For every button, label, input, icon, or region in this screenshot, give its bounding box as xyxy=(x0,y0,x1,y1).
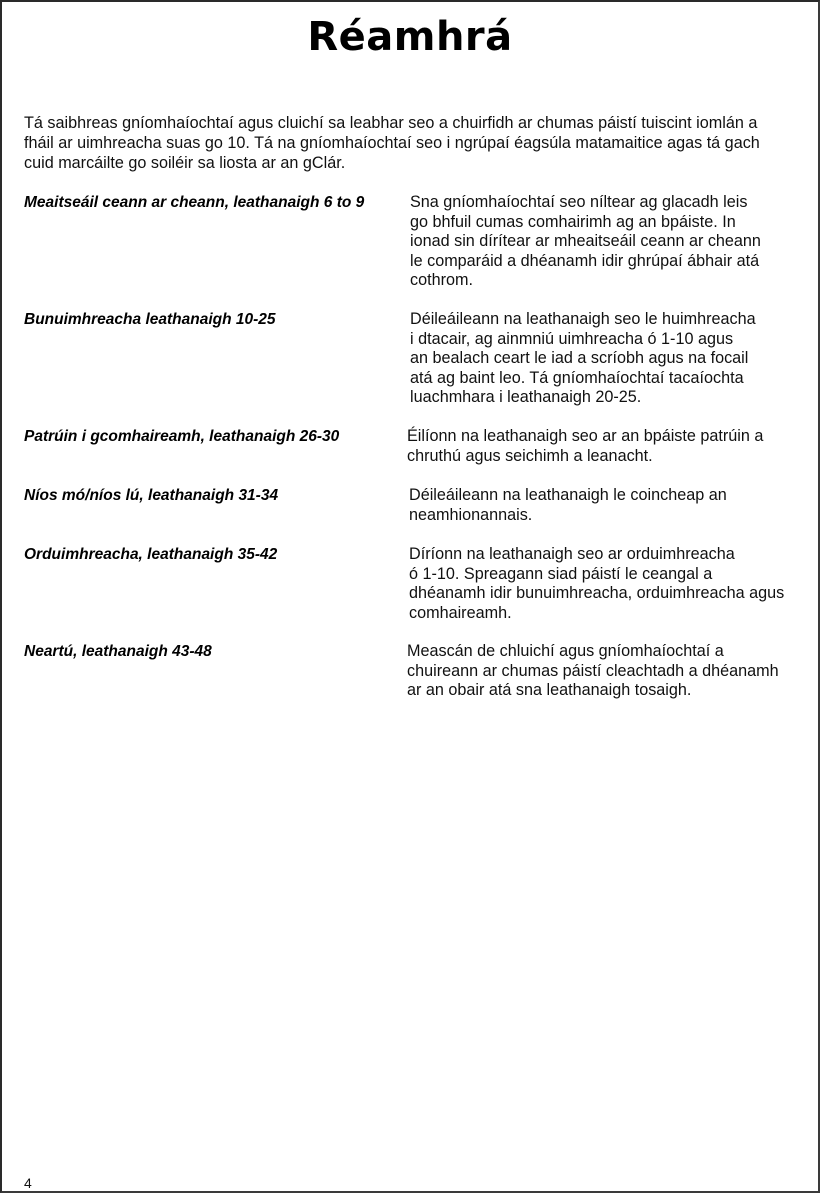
section-description xyxy=(407,427,797,466)
section-description xyxy=(409,486,799,525)
description-line: Díríonn na leathanaigh seo ar orduimhreacha xyxy=(409,545,735,563)
description-line: dhéanamh idir bunuimhreacha, orduimhreacha agus xyxy=(409,584,785,603)
description-line: Meascán de chluichí agus gníomhaíochtaí a xyxy=(407,642,724,660)
page-title: Réamhrá xyxy=(307,14,513,60)
description-line: cothrom. xyxy=(410,271,473,290)
intro-paragraph xyxy=(24,113,794,173)
section-heading: Orduimhreacha, leathanaigh 35-42 xyxy=(24,546,278,563)
description-line: ar an obair atá sna leathanaigh tosaigh. xyxy=(407,681,692,700)
description-line: chuireann ar chumas páistí cleachtadh a dhéanamh xyxy=(407,661,779,680)
description-line: Éilíonn na leathanaigh seo ar an bpáiste patrúin a xyxy=(407,427,764,445)
section-description xyxy=(410,310,800,408)
description-line: Déileáileann na leathanaigh le coincheap an xyxy=(409,486,727,504)
description-line: ó 1-10. Spreagann siad páistí le ceangal a xyxy=(409,564,713,583)
section-heading: Bunuimhreacha leathanaigh 10-25 xyxy=(24,311,276,328)
description-line: atá ag baint leo. Tá gníomhaíochtaí tacaíochta xyxy=(410,368,744,387)
intro-line: Tá saibhreas gníomhaíochtaí agus cluichí sa leabhar seo a chuirfidh ar chumas páistí tuiscint iomlán a xyxy=(24,114,758,132)
intro-line: fháil ar uimhreacha suas go 10. Tá na gníomhaíochtaí seo i ngrúpaí éagsúla matamaitice agas tá gach xyxy=(24,134,760,152)
section-heading: Níos mó/níos lú, leathanaigh 31-34 xyxy=(24,487,279,504)
description-line: neamhionannais. xyxy=(409,505,533,524)
description-line: ionad sin dírítear ar mheaitseáil ceann ar cheann xyxy=(410,232,761,251)
section-heading: Meaitseáil ceann ar cheann, leathanaigh 6 to 9 xyxy=(24,194,365,211)
section-heading: Patrúin i gcomhaireamh, leathanaigh 26-30 xyxy=(24,428,340,445)
description-line: Déileáileann na leathanaigh seo le huimhreacha xyxy=(410,310,756,328)
section-description xyxy=(407,642,797,701)
description-line: comhaireamh. xyxy=(409,603,512,622)
description-line: chruthú agus seichimh a leanacht. xyxy=(407,446,653,465)
page-number: 4 xyxy=(24,1175,32,1191)
section-heading: Neartú, leathanaigh 43-48 xyxy=(24,643,212,660)
description-line: go bhfuil cumas comhairimh ag an bpáiste. In xyxy=(410,212,736,231)
description-line: Sna gníomhaíochtaí seo níltear ag glacadh leis xyxy=(410,193,748,211)
description-line: le comparáid a dhéanamh idir ghrúpaí ábhair atá xyxy=(410,251,760,270)
description-line: an bealach ceart le iad a scríobh agus na focail xyxy=(410,349,749,368)
section-description xyxy=(410,193,800,291)
description-line: i dtacair, ag ainmniú uimhreacha ó 1-10 agus xyxy=(410,329,734,348)
description-line: luachmhara i leathanaigh 20-25. xyxy=(410,388,642,407)
section-description xyxy=(409,545,799,623)
intro-line: cuid marcáilte go soiléir sa liosta ar an gClár. xyxy=(24,154,346,172)
